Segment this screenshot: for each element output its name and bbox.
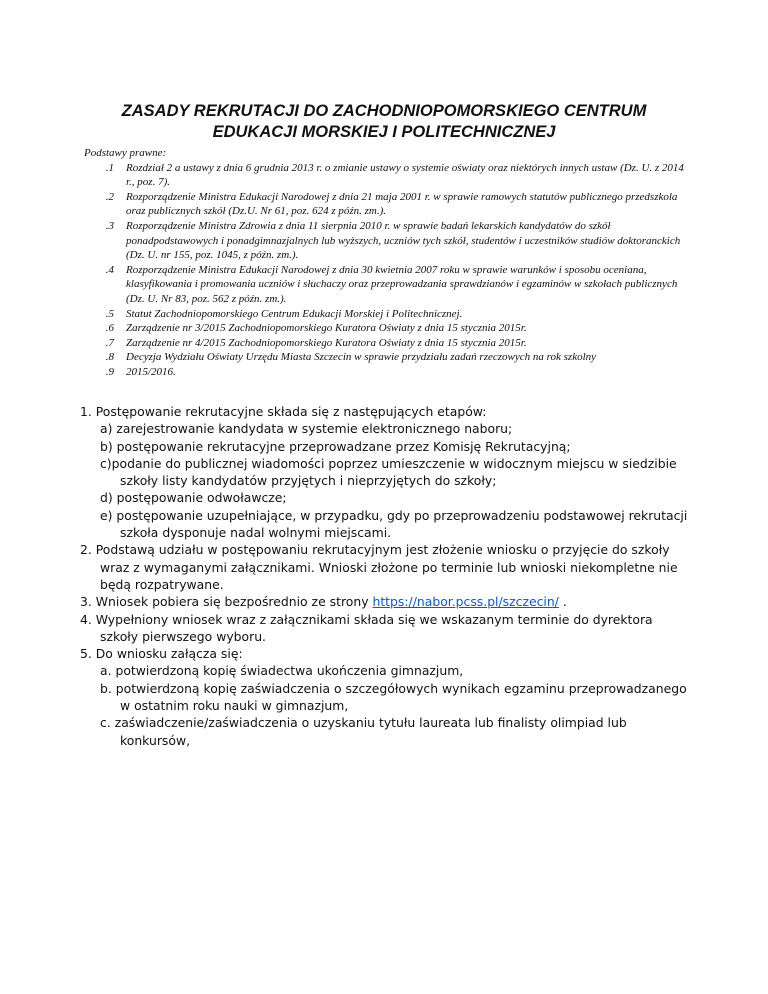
rule-1: 1. Postępowanie rekrutacyjne składa się z następujących etapów: [80,404,487,419]
legal-basis-item-text: Statut Zachodniopomorskiego Centrum Edukacji Morskiej i Politechnicznej. [126,307,463,320]
rule-1c: c)podanie do publicznej wiadomości poprzez umieszczenie w widocznym miejscu w siedzibie szkoły listy kandydatów przyjętych i nieprzyjętych do szkoły; [100,455,677,489]
legal-basis-item: 6. Zarządzenie nr 3/2015 Zachodniopomorskiego Kuratora Oświaty z dnia 15 stycznia 2015r. [105,322,527,335]
nabor-link[interactable]: https://nabor.pcss.pl/szczecin/ [372,594,559,610]
legal-basis-item: 8. Decyzja Wydziału Oświaty Urzędu Miasta Szczecin w sprawie przydziału zadań rzeczowych na rok szkolny [105,351,597,364]
rule-5b: b. potwierdzoną kopię zaświadczenia o szczegółowych wynikach egzaminu przeprowadzanego w ostatnim roku nauki w gimnazjum, [100,680,687,714]
legal-basis-item: 5. Statut Zachodniopomorskiego Centrum Edukacji Morskiej i Politechnicznej. [105,307,463,320]
rule-1b: b) postępowanie rekrutacyjne przeprowadzane przez Komisję Rekrutacyjną; [100,438,571,454]
legal-basis-item-text: Rozporządzenie Ministra Edukacji Narodowej z dnia 21 maja 2001 r. w sprawie ramowych statutów publicznego przedszkola oraz publicznych szkół (Dz.U. Nr 61, poz. 624 z późn. zm.). [126,190,678,218]
rules-section [80,403,690,749]
rule-5: 5. Do wniosku załącza się: [80,646,243,662]
legal-basis-heading: Podstawy prawne: [84,147,167,159]
legal-basis-item: 9. 2015/2016. [105,365,176,378]
legal-basis-item-text: Rozporządzenie Ministra Zdrowia z dnia 11 sierpnia 2010 r. w sprawie badań lekarskich kandydatów do szkół ponadpodstawowych i ponadgimnazjalnych lub wyższych, uczniów tych szkół, studentów i uczestników studiów doktoranckich (Dz. U. nr 155, poz. 1045, z późn. zm.). [126,219,681,262]
rule-1a: a) zarejestrowanie kandydata w systemie elektronicznego naboru; [100,421,513,437]
rule-5c: c. zaświadczenie/zaświadczenia o uzyskaniu tytułu laureata lub finalisty olimpiad lub konkursów, [100,715,627,748]
legal-basis-item-text: Rozporządzenie Ministra Edukacji Narodowej z dnia 30 kwietnia 2007 roku w sprawie warunków i sposobu oceniana, klasyfikowania i promowania uczniów i słuchaczy oraz przeprowadzania sprawdzianów i egzaminów w szkołach publicznych (Dz. U. Nr 83, poz. 562 z późn. zm.). [126,263,678,305]
legal-basis-item-text: 2015/2016. [126,365,176,378]
legal-basis-item: 1. Rozdział 2 a ustawy z dnia 6 grudnia 2013 r. o zmianie ustawy o systemie oświaty oraz niektórych innych ustaw (Dz. U. z 2014 r., poz. 7). [105,161,684,189]
rule-4: 4. Wypełniony wniosek wraz z załącznikami składa się we wskazanym terminie do dyrektora szkoły pierwszego wyboru. [80,611,653,644]
rule-5a: a. potwierdzoną kopię świadectwa ukończenia gimnazjum, [100,663,464,679]
rule-3-text: 3. Wniosek pobiera się bezpośrednio ze strony [80,594,373,610]
legal-basis-section [84,146,684,380]
legal-basis-item: 7. Zarządzenie nr 4/2015 Zachodniopomorskiego Kuratora Oświaty z dnia 15 stycznia 2015r. [105,336,527,349]
legal-basis-item: 4. Rozporządzenie Ministra Edukacji Narodowej z dnia 30 kwietnia 2007 roku w sprawie warunków i sposobu oceniana, klasyfikowania i promowania uczniów i słuchaczy oraz przeprowadzania sprawdzianów i egzaminów w szkołach publicznych (Dz. U. Nr 83, poz. 562 z późn. zm.). [105,263,678,305]
title-line-2: EDUKACJI MORSKIEJ I POLITECHNICZNEJ [212,123,556,141]
legal-basis-item: 2. Rozporządzenie Ministra Edukacji Narodowej z dnia 21 maja 2001 r. w sprawie ramowych statutów publicznego przedszkola oraz publicznych szkół (Dz.U. Nr 61, poz. 624 z późn. zm.). [105,190,678,218]
legal-basis-item-text: Decyzja Wydziału Oświaty Urzędu Miasta Szczecin w sprawie przydziału zadań rzeczowych na rok szkolny [126,351,597,364]
rule-1d: d) postępowanie odwoławcze; [100,490,287,506]
rule-1e: e) postępowanie uzupełniające, w przypadku, gdy po przeprowadzeniu podstawowej rekrutacji szkoła dysponuje nadal wolnymi miejscami. [100,507,688,541]
rule-2: 2. Podstawą udziału w postępowaniu rekrutacyjnym jest złożenie wniosku o przyjęcie do szkoły wraz z wymaganymi załącznikami. Wnioski złożone po terminie lub wnioski niekompletne nie będą rozpatrywane. [80,542,678,592]
rule-3 [80,593,690,610]
rule-3-suffix: . [558,594,567,610]
document-title [80,101,688,143]
legal-basis-item-text: Zarządzenie nr 3/2015 Zachodniopomorskiego Kuratora Oświaty z dnia 15 stycznia 2015r. [126,322,527,335]
legal-basis-item-text: Rozdział 2 a ustawy z dnia 6 grudnia 2013 r. o zmianie ustawy o systemie oświaty oraz niektórych innych ustaw (Dz. U. z 2014 r., poz. 7). [126,161,684,189]
legal-basis-item-text: Zarządzenie nr 4/2015 Zachodniopomorskiego Kuratora Oświaty z dnia 15 stycznia 2015r. [126,336,527,349]
legal-basis-list [84,161,684,380]
legal-basis-item: 3. Rozporządzenie Ministra Zdrowia z dnia 11 sierpnia 2010 r. w sprawie badań lekarskich kandydatów do szkół ponadpodstawowych i ponadgimnazjalnych lub wyższych, uczniów tych szkół, studentów i uczestników studiów doktoranckich (Dz. U. nr 155, poz. 1045, z późn. zm.). [105,219,681,262]
title-line-1: ZASADY REKRUTACJI DO ZACHODNIOPOMORSKIEGO CENTRUM [121,102,647,120]
